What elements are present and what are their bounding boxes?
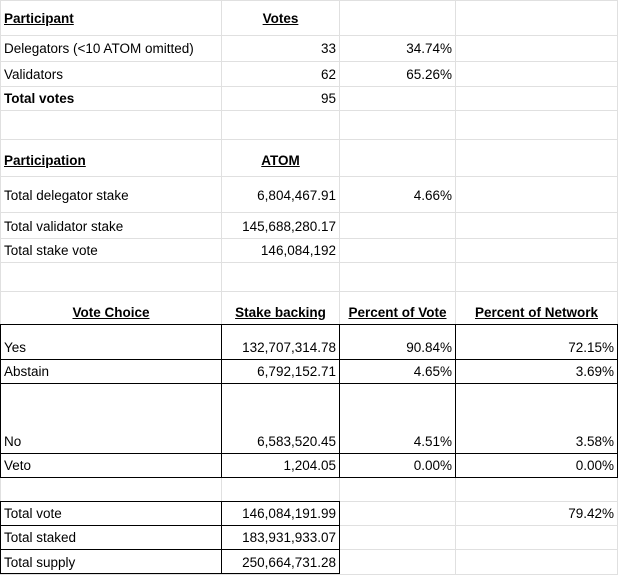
stake-backing-cell: 1,204.05	[283, 458, 336, 473]
participant-votes: 33	[320, 41, 336, 56]
participant-label: Validators	[4, 66, 64, 82]
participation-label: Total validator stake	[4, 219, 124, 234]
participation-percent: 4.66%	[413, 187, 452, 203]
participant-label: Delegators (<10 ATOM omitted)	[4, 41, 194, 56]
vote-choice-cell: Veto	[4, 458, 32, 473]
percent-of-network-cell: 3.69%	[575, 364, 614, 379]
percent-of-vote-header: Percent of Vote	[348, 304, 447, 320]
percent-of-network-cell: 3.58%	[575, 434, 614, 449]
stake-backing-cell: 132,707,314.78	[242, 340, 336, 355]
participation-label: Total delegator stake	[4, 187, 129, 203]
total-votes-value: 95	[320, 91, 336, 106]
percent-of-vote-cell: 0.00%	[413, 458, 452, 473]
total-supply-label: Total supply	[4, 554, 76, 570]
total-vote-label: Total vote	[4, 506, 62, 521]
percent-of-network-cell: 72.15%	[568, 340, 614, 355]
percent-of-network-header: Percent of Network	[474, 304, 599, 320]
total-supply-value: 250,664,731.28	[242, 554, 336, 570]
atom-header: ATOM	[261, 152, 300, 168]
participation-label: Total stake vote	[4, 243, 98, 258]
total-vote-value: 146,084,191.99	[242, 506, 336, 521]
percent-of-vote-cell: 4.51%	[413, 434, 452, 449]
vote-choice-header: Vote Choice	[72, 304, 150, 320]
participation-value: 146,084,192	[260, 243, 336, 258]
participant-header: Participant	[4, 10, 74, 26]
percent-of-vote-cell: 90.84%	[406, 340, 452, 355]
participant-votes: 62	[320, 66, 336, 82]
votes-header: Votes	[262, 10, 299, 26]
vote-choice-cell: Abstain	[4, 364, 50, 379]
stake-backing-cell: 6,583,520.45	[257, 434, 336, 449]
participation-value: 6,804,467.91	[257, 187, 336, 203]
stake-backing-cell: 6,792,152.71	[257, 364, 336, 379]
percent-of-network-cell: 0.00%	[575, 458, 614, 473]
vote-choice-cell: No	[4, 434, 22, 449]
total-staked-label: Total staked	[4, 530, 77, 545]
participation-value: 145,688,280.17	[242, 219, 336, 234]
vote-choice-cell: Yes	[4, 340, 27, 355]
percent-of-vote-cell: 4.65%	[413, 364, 452, 379]
total-staked-value: 183,931,933.07	[242, 530, 336, 545]
total-votes-label: Total votes	[4, 91, 75, 106]
participant-percent: 65.26%	[406, 66, 452, 82]
participant-percent: 34.74%	[406, 41, 452, 56]
participation-header: Participation	[4, 152, 86, 168]
total-vote-network-percent: 79.42%	[568, 506, 614, 521]
stake-backing-header: Stake backing	[235, 304, 326, 320]
